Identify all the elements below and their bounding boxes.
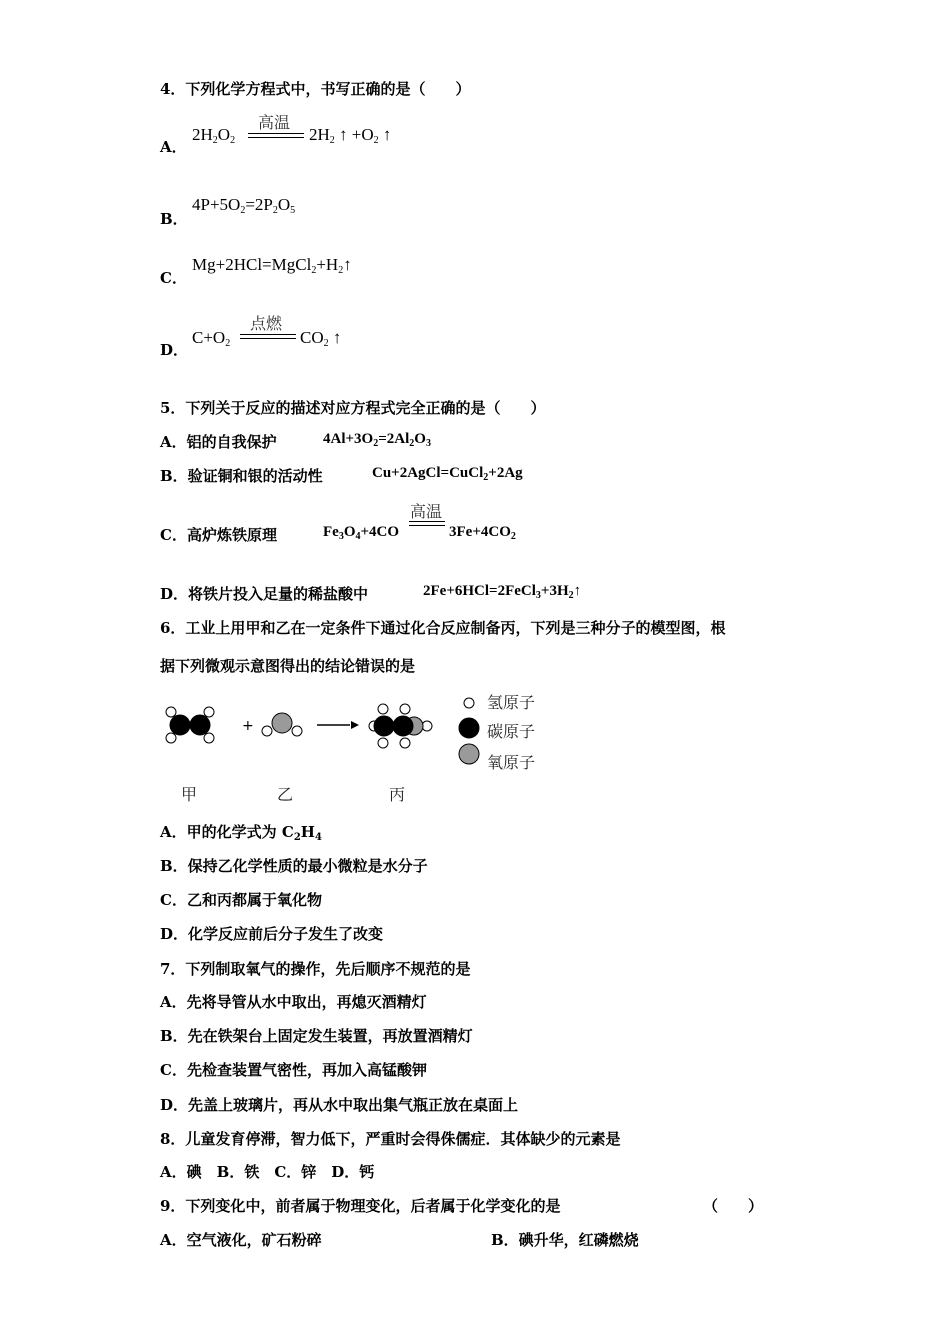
hydrogen-atom [166,733,176,743]
q8-stem: 8．儿童发育停滞，智力低下，严重时会得侏儒症．其体缺少的元素是 [160,1130,621,1148]
legend-carbon-label: 碳原子 [487,722,536,741]
q5-c-equation: $Fe_3O_4+4CO$ [323,524,400,542]
q7-option-b: B．先在铁架台上固定发生装置，再放置酒精灯 [160,1027,473,1045]
q5-c-condition: 高温 [410,502,443,521]
q6-stem-line1: 6．工业上用甲和乙在一定条件下通过化合反应制备丙，下列是三种分子的模型图，根 [160,619,726,637]
q5-c-products: $3Fe+4CO_2$ [449,524,516,542]
q4-stem: 4．下列化学方程式中，书写正确的是（ ） [160,80,471,98]
q4-b-equation: $4P+5O_2=2P_2O_5$ [192,195,296,216]
legend-carbon-symbol [459,718,479,738]
hydrogen-atom [292,726,302,736]
q7-stem: 7．下列制取氧气的操作，先后顺序不规范的是 [160,960,471,978]
carbon-atom [190,715,210,735]
q4-c-equation: $Mg+2HCl=MgCl_2+H_2↑$ [192,255,352,276]
molecule-jia [166,707,214,743]
q5-option-d-label: D．将铁片投入足量的稀盐酸中 [160,585,369,603]
q6-stem-line2: 据下列微观示意图得出的结论错误的是 [160,657,416,675]
hydrogen-atom [204,733,214,743]
oxygen-atom [272,713,292,733]
molecule-bing [369,704,432,748]
q5-stem: 5．下列关于反应的描述对应方程式完全正确的是（ ） [160,399,546,417]
molecule-bing-name: 丙 [389,785,406,804]
q4-a-condition: 高温 [258,113,291,132]
q9-answer-paren: （ ） [703,1197,764,1215]
legend-oxygen-symbol [459,744,479,764]
q6-option-d: D．化学反应前后分子发生了改变 [160,925,384,943]
q5-c-double-line [409,521,445,526]
q9-option-a: A．空气液化，矿石粉碎 [160,1231,322,1249]
q5-option-c-label: C．高炉炼铁原理 [160,526,277,544]
q5-d-equation: $2Fe+6HCl=2FeCl_3+3H_2↑$ [423,583,582,601]
q4-option-a-label: A． [160,138,187,156]
molecule-yi-name: 乙 [277,785,294,804]
hydrogen-atom [204,707,214,717]
q4-d-double-line [240,334,296,339]
q8-options: A．碘 B．铁 C．锌 D．钙 [160,1163,375,1181]
carbon-atom [170,715,190,735]
q4-d-products: $CO_2$ ↑ [300,328,342,349]
q7-option-d: D．先盖上玻璃片，再从水中取出集气瓶正放在桌面上 [160,1096,519,1114]
q7-option-a: A．先将导管从水中取出，再熄灭酒精灯 [160,993,427,1011]
molecule-yi [262,713,302,736]
hydrogen-atom [378,704,388,714]
q9-option-b: B．碘升华，红磷燃烧 [491,1231,639,1249]
q9-stem: 9．下列变化中，前者属于物理变化，后者属于化学变化的是 [160,1197,561,1215]
q4-d-equation: $C+O_2$ [192,328,231,349]
plus-sign: + [242,718,254,734]
legend-oxygen-label: 氧原子 [487,753,536,772]
q4-option-c-label: C． [160,269,187,287]
q4-option-b-label: B． [160,210,188,228]
legend-hydrogen-label: 氢原子 [487,693,536,712]
hydrogen-atom [400,738,410,748]
q6-option-a: A．甲的化学式为 $C_2H_4$ [160,823,322,843]
q4-d-condition: 点燃 [250,314,283,333]
carbon-atom [393,716,413,736]
q4-a-double-line [248,133,304,138]
q5-option-a-label: A．铝的自我保护 [160,433,277,451]
q4-a-equation: $2H_2O_2$ [192,125,236,146]
q6-option-b: B．保持乙化学性质的最小微粒是水分子 [160,857,428,875]
hydrogen-atom [262,726,272,736]
hydrogen-atom [378,738,388,748]
q5-option-b-label: B．验证铜和银的活动性 [160,467,323,485]
legend-hydrogen-symbol [464,698,474,708]
hydrogen-atom [400,704,410,714]
q4-a-products: $2H_2$ ↑ $+O_2$ ↑ [309,125,392,146]
carbon-atom [374,716,394,736]
q4-option-d-label: D． [160,341,189,359]
q6-option-c: C．乙和丙都属于氧化物 [160,891,322,909]
reaction-arrow [317,721,359,729]
q5-b-equation: Cu+2AgCl=CuCl$_2$+2Ag [372,465,523,483]
hydrogen-atom [166,707,176,717]
q7-option-c: C．先检查装置气密性，再加入高锰酸钾 [160,1061,427,1079]
molecule-jia-name: 甲 [181,785,198,804]
q5-a-equation: $4Al+3O_2=2Al_2O_3$ [323,431,431,449]
